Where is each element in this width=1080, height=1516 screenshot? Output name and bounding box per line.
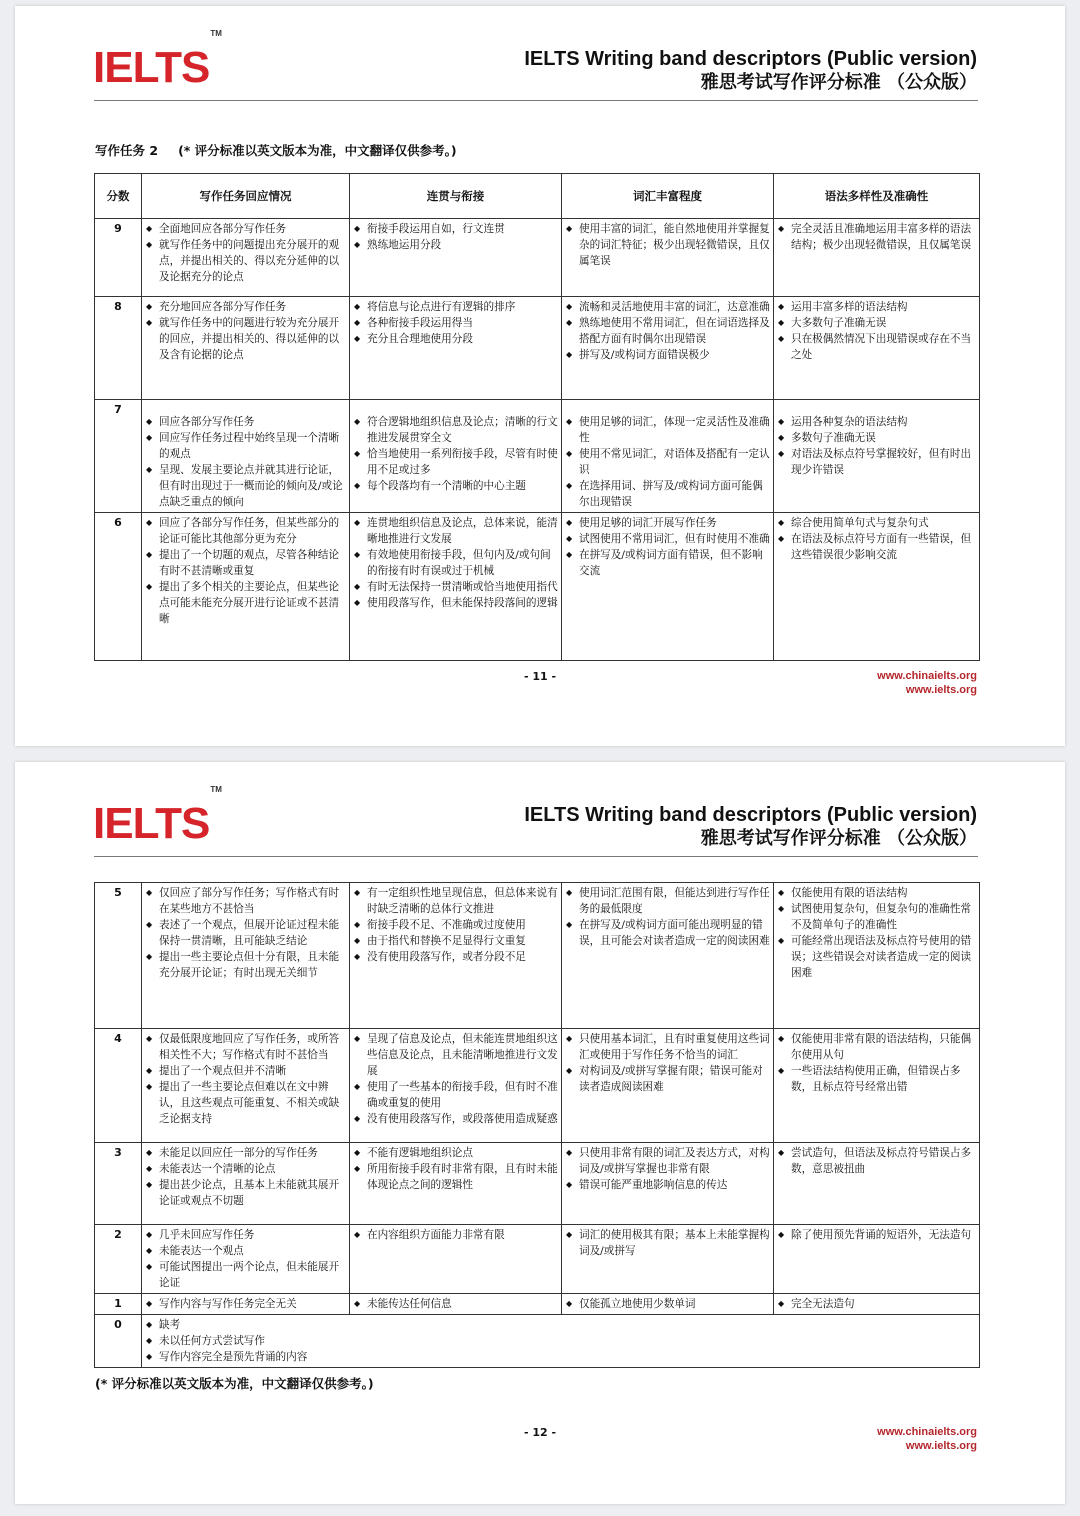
band-row-7 — [95, 400, 980, 513]
cell-coherence — [350, 1294, 562, 1315]
descriptor-item: ◆ 回应各部分写作任务 — [145, 414, 346, 430]
descriptor-item: ◆ 完全灵活且准确地运用丰富多样的语法结构；极少出现轻微错误，且仅属笔误 — [777, 221, 976, 253]
cell-coherence — [350, 513, 562, 661]
cell-grammar — [774, 1225, 980, 1294]
descriptor-item: ◆ 综合使用简单句式与复杂句式 — [777, 515, 976, 531]
descriptor-item: ◆ 提出了一个切题的观点，尽管各种结论有时不甚清晰或重复 — [145, 547, 346, 579]
header-divider — [94, 100, 978, 101]
descriptor-item: ◆ 回应写作任务过程中始终呈现一个清晰的观点 — [145, 430, 346, 462]
header-coherence: 连贯与衔接 — [350, 174, 562, 219]
descriptor-item: ◆ 使用丰富的词汇，能自然地使用并掌握复杂的词汇特征；极少出现轻微错误，且仅属笔误 — [565, 221, 770, 269]
band-score: 3 — [95, 1143, 142, 1225]
descriptor-item: ◆ 仅能孤立地使用少数单词 — [565, 1296, 770, 1312]
descriptor-item: ◆ 对语法及标点符号掌握较好，但有时出现少许错误 — [777, 446, 976, 478]
descriptor-item: ◆ 在语法及标点符号方面有一些错误，但这些错误很少影响交流 — [777, 531, 976, 563]
descriptor-item: ◆ 提出了一些主要论点但难以在文中辨认，且这些观点可能重复、不相关或缺乏论据支持 — [145, 1079, 346, 1127]
cell-coherence — [350, 219, 562, 297]
descriptor-item: ◆ 由于指代和替换不足显得行文重复 — [353, 933, 558, 949]
descriptor-item: ◆ 未以任何方式尝试写作 — [145, 1333, 976, 1349]
cell-task-response — [142, 297, 350, 400]
band-descriptor-table-part1 — [94, 173, 980, 661]
cell-grammar — [774, 1143, 980, 1225]
band-score: 6 — [95, 513, 142, 661]
cell-coherence — [350, 1143, 562, 1225]
descriptor-item: ◆ 只在极偶然情况下出现错误或存在不当之处 — [777, 331, 976, 363]
page-number: - 12 - — [523, 1426, 557, 1439]
descriptor-item: ◆ 使用足够的词汇开展写作任务 — [565, 515, 770, 531]
cell-coherence — [350, 400, 562, 513]
cell-lexical — [562, 297, 774, 400]
descriptor-item: ◆ 错误可能严重地影响信息的传达 — [565, 1177, 770, 1193]
descriptor-item: ◆ 可能经常出现语法及标点符号使用的错误；这些错误会对读者造成一定的阅读困难 — [777, 933, 976, 981]
band-score: 9 — [95, 219, 142, 297]
cell-task-response — [142, 1225, 350, 1294]
cell-lexical — [562, 1143, 774, 1225]
band-score: 4 — [95, 1029, 142, 1143]
cell-grammar — [774, 400, 980, 513]
descriptor-item: ◆ 所用衔接手段有时非常有限，且有时未能体现论点之间的逻辑性 — [353, 1161, 558, 1193]
header-title-en: IELTS Writing band descriptors (Public version) — [524, 48, 977, 70]
descriptor-item: ◆ 词汇的使用极其有限；基本上未能掌握构词及/或拼写 — [565, 1227, 770, 1259]
descriptor-item: ◆ 试图使用不常用词汇，但有时使用不准确 — [565, 531, 770, 547]
cell-lexical — [562, 400, 774, 513]
cell-grammar — [774, 1029, 980, 1143]
cell-task-response — [142, 1143, 350, 1225]
document-page-11 — [15, 6, 1065, 746]
descriptor-item: ◆ 熟练地使用不常用词汇，但在词语选择及搭配方面有时偶尔出现错误 — [565, 315, 770, 347]
descriptor-item: ◆ 未能表达一个清晰的论点 — [145, 1161, 346, 1177]
descriptor-item: ◆ 使用了一些基本的衔接手段，但有时不准确或重复的使用 — [353, 1079, 558, 1111]
descriptor-item: ◆ 不能有逻辑地组织论点 — [353, 1145, 558, 1161]
descriptor-item: ◆ 呈现了信息及论点，但未能连贯地组织这些信息及论点，且未能清晰地推进行文发展 — [353, 1031, 558, 1079]
document-page-12 — [15, 762, 1065, 1504]
descriptor-item: ◆ 在选择用词、拼写及/或构词方面可能偶尔出现错误 — [565, 478, 770, 510]
task-note: (* 评分标准以英文版本为准，中文翻译仅供参考。) — [178, 143, 457, 158]
descriptor-item: ◆ 运用丰富多样的语法结构 — [777, 299, 976, 315]
descriptor-item: ◆ 运用各种复杂的语法结构 — [777, 414, 976, 430]
descriptor-item: ◆ 有时无法保持一贯清晰或恰当地使用指代 — [353, 579, 558, 595]
descriptor-item: ◆ 充分且合理地使用分段 — [353, 331, 558, 347]
descriptor-item: ◆ 使用段落写作，但未能保持段落间的逻辑 — [353, 595, 558, 611]
url-ielts: www.ielts.org — [905, 684, 977, 696]
cell-coherence — [350, 1029, 562, 1143]
cell-grammar — [774, 219, 980, 297]
descriptor-item: ◆ 尝试造句，但语法及标点符号错误占多数，意思被扭曲 — [777, 1145, 976, 1177]
cell-task-response — [142, 513, 350, 661]
band-score: 0 — [95, 1315, 142, 1368]
descriptor-item: ◆ 仅回应了部分写作任务；写作格式有时在某些地方不甚恰当 — [145, 885, 346, 917]
descriptor-item: ◆ 各种衔接手段运用得当 — [353, 315, 558, 331]
descriptor-item: ◆ 有一定组织性地呈现信息，但总体来说有时缺乏清晰的总体行文推进 — [353, 885, 558, 917]
url-chinaielts: www.chinaielts.org — [877, 1426, 977, 1438]
descriptor-item: ◆ 对构词及/或拼写掌握有限；错误可能对读者造成阅读困难 — [565, 1063, 770, 1095]
descriptor-item: ◆ 有效地使用衔接手段，但句内及/或句间的衔接有时有误或过于机械 — [353, 547, 558, 579]
descriptor-item: ◆ 没有使用段落写作，或段落使用造成疑惑 — [353, 1111, 558, 1127]
cell-coherence — [350, 297, 562, 400]
descriptor-item: ◆ 未能传达任何信息 — [353, 1296, 558, 1312]
descriptor-item: ◆ 在拼写及/或构词方面有错误，但不影响交流 — [565, 547, 770, 579]
descriptor-item: ◆ 提出甚少论点，且基本上未能就其展开论证或观点不切题 — [145, 1177, 346, 1209]
band-row-5 — [95, 883, 980, 1029]
descriptor-item: ◆ 没有使用段落写作，或者分段不足 — [353, 949, 558, 965]
header-title-en: IELTS Writing band descriptors (Public version) — [524, 804, 977, 826]
cell-grammar — [774, 297, 980, 400]
cell-task-response — [142, 219, 350, 297]
cell-grammar — [774, 1294, 980, 1315]
descriptor-item: ◆ 试图使用复杂句，但复杂句的准确性常不及简单句子的准确性 — [777, 901, 976, 933]
descriptor-item: ◆ 将信息与论点进行有逻辑的排序 — [353, 299, 558, 315]
descriptor-item: ◆ 除了使用预先背诵的短语外，无法造句 — [777, 1227, 976, 1243]
cell-task-response — [142, 1029, 350, 1143]
band-score: 2 — [95, 1225, 142, 1294]
header-task-response: 写作任务回应情况 — [142, 174, 350, 219]
descriptor-item: ◆ 恰当地使用一系列衔接手段，尽管有时使用不足或过多 — [353, 446, 558, 478]
table-header-row — [95, 174, 980, 219]
descriptor-item: ◆ 在内容组织方面能力非常有限 — [353, 1227, 558, 1243]
descriptor-item: ◆ 衔接手段运用自如，行文连贯 — [353, 221, 558, 237]
ielts-logo: IELTS™ — [93, 29, 222, 92]
descriptor-item: ◆ 流畅和灵活地使用丰富的词汇，达意准确 — [565, 299, 770, 315]
descriptor-item: ◆ 衔接手段不足、不准确或过度使用 — [353, 917, 558, 933]
descriptor-item: ◆ 符合逻辑地组织信息及论点；清晰的行文推进发展贯穿全文 — [353, 414, 558, 446]
descriptor-item: ◆ 写作内容完全是预先背诵的内容 — [145, 1349, 976, 1365]
descriptor-item: ◆ 几乎未回应写作任务 — [145, 1227, 346, 1243]
header-lexical: 词汇丰富程度 — [562, 174, 774, 219]
descriptor-item: ◆ 仅能使用有限的语法结构 — [777, 885, 976, 901]
band-row-2 — [95, 1225, 980, 1294]
header-title-zh: 雅思考试写作评分标准 （公众版） — [700, 828, 977, 849]
descriptor-item: ◆ 充分地回应各部分写作任务 — [145, 299, 346, 315]
descriptor-item: ◆ 提出了一个观点但并不清晰 — [145, 1063, 346, 1079]
band-score: 1 — [95, 1294, 142, 1315]
descriptor-item: ◆ 每个段落均有一个清晰的中心主题 — [353, 478, 558, 494]
page-number: - 11 - — [523, 670, 557, 683]
descriptor-item: ◆ 呈现、发展主要论点并就其进行论证，但有时出现过于一概而论的倾向及/或论点缺乏重点的倾向 — [145, 462, 346, 510]
cell-task-response — [142, 883, 350, 1029]
descriptor-item: ◆ 拼写及/或构词方面错误极少 — [565, 347, 770, 363]
band-row-6 — [95, 513, 980, 661]
descriptor-item: ◆ 就写作任务中的问题进行较为充分展开的回应，并提出相关的、得以延伸的以及含有论据的论点 — [145, 315, 346, 363]
cell-lexical — [562, 219, 774, 297]
descriptor-item: ◆ 只使用非常有限的词汇及表达方式，对构词及/或拼写掌握也非常有限 — [565, 1145, 770, 1177]
descriptor-item: ◆ 提出一些主要论点但十分有限，且未能充分展开论证；有时出现无关细节 — [145, 949, 346, 981]
header-band: 分数 — [95, 174, 142, 219]
descriptor-item: ◆ 仅最低限度地回应了写作任务，或所答相关性不大；写作格式有时不甚恰当 — [145, 1031, 346, 1063]
header-grammar: 语法多样性及准确性 — [774, 174, 980, 219]
footer-urls — [877, 1425, 977, 1453]
descriptor-item: ◆ 在拼写及/或构词方面可能出现明显的错误，且可能会对读者造成一定的阅读困难 — [565, 917, 770, 949]
band-row-0 — [95, 1315, 980, 1368]
band-row-4 — [95, 1029, 980, 1143]
descriptor-item: ◆ 回应了各部分写作任务，但某些部分的论证可能比其他部分更为充分 — [145, 515, 346, 547]
descriptor-item: ◆ 使用足够的词汇，体现一定灵活性及准确性 — [565, 414, 770, 446]
descriptor-item: ◆ 一些语法结构使用正确，但错误占多数，且标点符号经常出错 — [777, 1063, 976, 1095]
cell-band-0-descriptors — [142, 1315, 980, 1368]
descriptor-item: ◆ 仅能使用非常有限的语法结构，只能偶尔使用从句 — [777, 1031, 976, 1063]
descriptor-item: ◆ 多数句子准确无误 — [777, 430, 976, 446]
descriptor-item: ◆ 连贯地组织信息及论点，总体来说，能清晰地推进行文发展 — [353, 515, 558, 547]
band-row-3 — [95, 1143, 980, 1225]
descriptor-item: ◆ 写作内容与写作任务完全无关 — [145, 1296, 346, 1312]
descriptor-item: ◆ 可能试图提出一两个论点，但未能展开论证 — [145, 1259, 346, 1291]
descriptor-item: ◆ 使用不常见词汇，对语体及搭配有一定认识 — [565, 446, 770, 478]
band-score: 7 — [95, 400, 142, 513]
cell-grammar — [774, 513, 980, 661]
cell-task-response — [142, 400, 350, 513]
cell-grammar — [774, 883, 980, 1029]
band-score: 5 — [95, 883, 142, 1029]
descriptor-item: ◆ 未能表达一个观点 — [145, 1243, 346, 1259]
task-heading — [95, 141, 477, 159]
cell-coherence — [350, 883, 562, 1029]
header-title-zh: 雅思考试写作评分标准 （公众版） — [700, 72, 977, 93]
cell-lexical — [562, 883, 774, 1029]
descriptor-item: ◆ 大多数句子准确无误 — [777, 315, 976, 331]
descriptor-item: ◆ 提出了多个相关的主要论点，但某些论点可能未能充分展开进行论证或不甚清晰 — [145, 579, 346, 627]
band-score: 8 — [95, 297, 142, 400]
cell-coherence — [350, 1225, 562, 1294]
task-label: 写作任务 2 — [95, 143, 159, 158]
band-descriptor-table-part2 — [94, 882, 980, 1368]
translation-footnote: (* 评分标准以英文版本为准，中文翻译仅供参考。) — [95, 1376, 374, 1391]
footer-urls — [877, 669, 977, 697]
descriptor-item: ◆ 缺考 — [145, 1317, 976, 1333]
descriptor-item: ◆ 未能足以回应任一部分的写作任务 — [145, 1145, 346, 1161]
ielts-logo: IELTS™ — [93, 785, 222, 848]
descriptor-item: ◆ 完全无法造句 — [777, 1296, 976, 1312]
cell-task-response — [142, 1294, 350, 1315]
cell-lexical — [562, 1225, 774, 1294]
cell-lexical — [562, 1294, 774, 1315]
descriptor-item: ◆ 熟练地运用分段 — [353, 237, 558, 253]
band-row-9 — [95, 219, 980, 297]
header-divider — [94, 856, 978, 857]
descriptor-item: ◆ 只使用基本词汇，且有时重复使用这些词汇或使用于写作任务不恰当的词汇 — [565, 1031, 770, 1063]
descriptor-item: ◆ 表述了一个观点，但展开论证过程未能保持一贯清晰，且可能缺乏结论 — [145, 917, 346, 949]
url-ielts: www.ielts.org — [905, 1440, 977, 1452]
cell-lexical — [562, 1029, 774, 1143]
descriptor-item: ◆ 就写作任务中的问题提出充分展开的观点，并提出相关的、得以充分延伸的以及论据充分的论点 — [145, 237, 346, 285]
cell-lexical — [562, 513, 774, 661]
band-row-8 — [95, 297, 980, 400]
band-row-1 — [95, 1294, 980, 1315]
descriptor-item: ◆ 全面地回应各部分写作任务 — [145, 221, 346, 237]
url-chinaielts: www.chinaielts.org — [877, 670, 977, 682]
descriptor-item: ◆ 使用词汇范围有限，但能达到进行写作任务的最低限度 — [565, 885, 770, 917]
